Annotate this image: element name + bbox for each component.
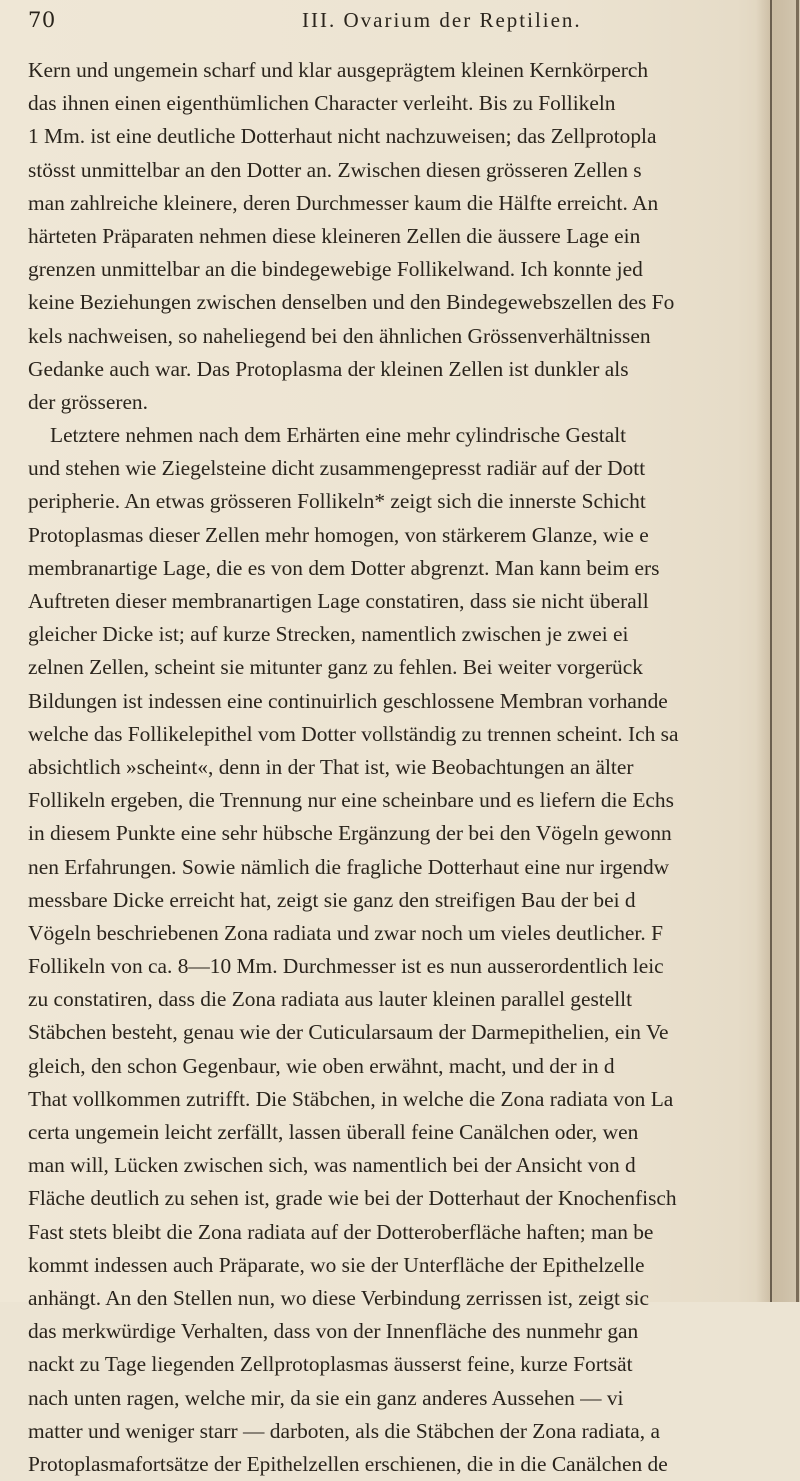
text-line: das ihnen einen eigenthümlichen Character verleiht. Bis zu Follikeln xyxy=(28,91,616,116)
text-line: man zahlreiche kleinere, deren Durchmesser kaum die Hälfte erreicht. An xyxy=(28,190,659,215)
text-line: Gedanke auch war. Das Protoplasma der kleinen Zellen ist dunkler als xyxy=(28,356,629,381)
text-line: Protoplasmas dieser Zellen mehr homogen, von stärkerem Glanze, wie e xyxy=(28,522,649,547)
text-line: anhängt. An den Stellen nun, wo diese Verbindung zerrissen ist, zeigt sic xyxy=(28,1285,649,1310)
text-line: nach unten ragen, welche mir, da sie ein ganz anderes Aussehen — vi xyxy=(28,1385,624,1410)
gutter-edge xyxy=(770,0,772,1302)
text-line: Fläche deutlich zu sehen ist, grade wie bei der Dotterhaut der Knochenfisch xyxy=(28,1186,677,1211)
text-line: Auftreten dieser membranartigen Lage constatiren, dass sie nicht überall xyxy=(28,589,649,613)
text-line: in diesem Punkte eine sehr hübsche Ergänzung der bei den Vögeln gewonn xyxy=(28,821,672,846)
text-line: und stehen wie Ziegelsteine dicht zusammengepresst radiär auf der Dott xyxy=(28,456,646,481)
text-line: matter und weniger starr — darboten, als die Stäbchen der Zona radiata, a xyxy=(28,1418,660,1443)
text-line: messbare Dicke erreicht hat, zeigt sie ganz den streifigen Bau der bei d xyxy=(28,887,636,912)
text-line: 1 Mm. ist eine deutliche Dotterhaut nicht nachzuweisen; das Zellprotopla xyxy=(28,124,657,149)
text-line: Letztere nehmen nach dem Erhärten eine mehr cylindrische Gestalt xyxy=(50,423,627,448)
text-line: kels nachweisen, so naheliegend bei den ähnlichen Grössenverhältnissen xyxy=(28,323,651,348)
text-line: membranartige Lage, die es von dem Dotter abgrenzt. Man kann beim ers xyxy=(28,555,660,580)
text-line: Fast stets bleibt die Zona radiata auf der Dotteroberfläche haften; man be xyxy=(28,1219,654,1244)
text-line: gleich, den schon Gegenbaur, wie oben erwähnt, macht, und der in d xyxy=(28,1053,615,1078)
text-line: Follikeln ergeben, die Trennung nur eine scheinbare und es liefern die Echs xyxy=(28,788,674,813)
text-line: Follikeln von ca. 8—10 Mm. Durchmesser ist es nun ausserordentlich leic xyxy=(28,954,664,979)
text-line: peripherie. An etwas grösseren Follikeln* zeigt sich die innerste Schicht xyxy=(28,489,646,514)
text-line: man will, Lücken zwischen sich, was namentlich bei der Ansicht von d xyxy=(28,1153,636,1178)
text-line: Kern und ungemein scharf und klar ausgeprägtem kleinen Kernkörperch xyxy=(28,58,649,82)
text-line: Stäbchen besteht, genau wie der Cuticularsaum der Darmepithelien, ein Ve xyxy=(28,1020,669,1045)
text-line: härteten Präparaten nehmen diese kleineren Zellen die äussere Lage ein xyxy=(28,223,641,248)
text-line: nen Erfahrungen. Sowie nämlich die fragliche Dotterhaut eine nur irgendw xyxy=(28,854,670,879)
text-line: That vollkommen zutrifft. Die Stäbchen, in welche die Zona radiata von La xyxy=(28,1086,674,1111)
chapter-title: III. Ovarium der Reptilien. xyxy=(302,8,582,32)
text-line: nackt zu Tage liegenden Zellprotoplasmas äusserst feine, kurze Fortsät xyxy=(28,1352,633,1377)
page-number: 70 xyxy=(28,8,56,32)
text-line: das merkwürdige Verhalten, dass von der Innenfläche des nunmehr gan xyxy=(28,1319,639,1344)
gutter-edge xyxy=(796,0,799,1302)
body-text xyxy=(28,54,766,1481)
text-line: Bildungen ist indessen eine continuirlich geschlossene Membran vorhande xyxy=(28,688,668,713)
running-head xyxy=(28,8,728,44)
text-line: kommt indessen auch Präparate, wo sie der Unterfläche der Epithelzelle xyxy=(28,1252,645,1277)
text-line: keine Beziehungen zwischen denselben und den Bindegewebszellen des Fo xyxy=(28,290,675,315)
text-line: zu constatiren, dass die Zona radiata aus lauter kleinen parallel gestellt xyxy=(28,987,633,1012)
text-line: Protoplasmafortsätze der Epithelzellen erschienen, die in die Canälchen de xyxy=(28,1451,668,1476)
text-line: absichtlich »scheint«, denn in der That ist, wie Beobachtungen an älter xyxy=(28,754,634,779)
text-line: grenzen unmittelbar an die bindegewebige Follikelwand. Ich konnte jed xyxy=(28,257,643,282)
text-line: welche das Follikelepithel vom Dotter vollständig zu trennen scheint. Ich sa xyxy=(28,721,679,746)
text-line: zelnen Zellen, scheint sie mitunter ganz zu fehlen. Bei weiter vorgerück xyxy=(28,655,643,680)
text-line: der grösseren. xyxy=(28,389,148,414)
text-line: gleicher Dicke ist; auf kurze Strecken, namentlich zwischen je zwei ei xyxy=(28,622,629,647)
text-line: stösst unmittelbar an den Dotter an. Zwischen diesen grösseren Zellen s xyxy=(28,157,642,182)
text-line: certa ungemein leicht zerfällt, lassen überall feine Canälchen oder, wen xyxy=(28,1120,639,1144)
text-line: Vögeln beschriebenen Zona radiata und zwar noch um vieles deutlicher. F xyxy=(28,920,663,945)
